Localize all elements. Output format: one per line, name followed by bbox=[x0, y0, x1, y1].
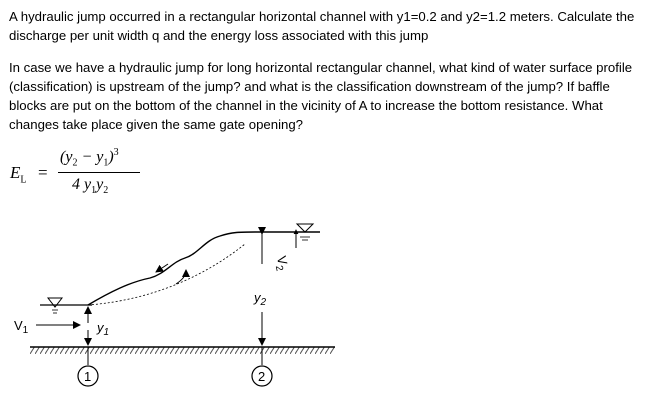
y2-label: $y_2$ bbox=[254, 290, 267, 308]
equation-equals: = bbox=[38, 163, 48, 182]
equation-denominator: 4 $y_1y_2$ bbox=[72, 176, 109, 197]
svg-text:1: 1 bbox=[84, 369, 92, 384]
hydraulic-jump-diagram bbox=[0, 210, 652, 415]
problem-paragraph-2: In case we have a hydraulic jump for long horizontal rectangular channel, what kind of water surface profile (classification) is upstream of the jump? and what is the classification downstream of the jump? If baffle blocks are put on the bottom of the channel in the vicinity of A to increase the bottom resistance. What changes take place given the same gate opening? bbox=[9, 60, 633, 132]
channel-bed bbox=[30, 347, 335, 354]
v2-label: $V_2$ bbox=[272, 254, 291, 273]
v1-label: $V_1$ bbox=[14, 318, 29, 336]
problem-paragraph-1: A hydraulic jump occurred in a rectangular horizontal channel with y1=0.2 and y2=1.2 meters. Calculate the discharge per unit width q and the energy loss associated with this jump bbox=[9, 9, 635, 43]
equation-numerator: $(y_2 - y_1)^3$ bbox=[60, 147, 119, 169]
svg-text:2: 2 bbox=[258, 369, 266, 384]
fraction-bar bbox=[58, 172, 140, 173]
y1-label: $y_1$ bbox=[97, 320, 110, 338]
upstream-water-surface bbox=[40, 298, 92, 313]
equation-lhs: $E_L$ bbox=[10, 163, 27, 186]
